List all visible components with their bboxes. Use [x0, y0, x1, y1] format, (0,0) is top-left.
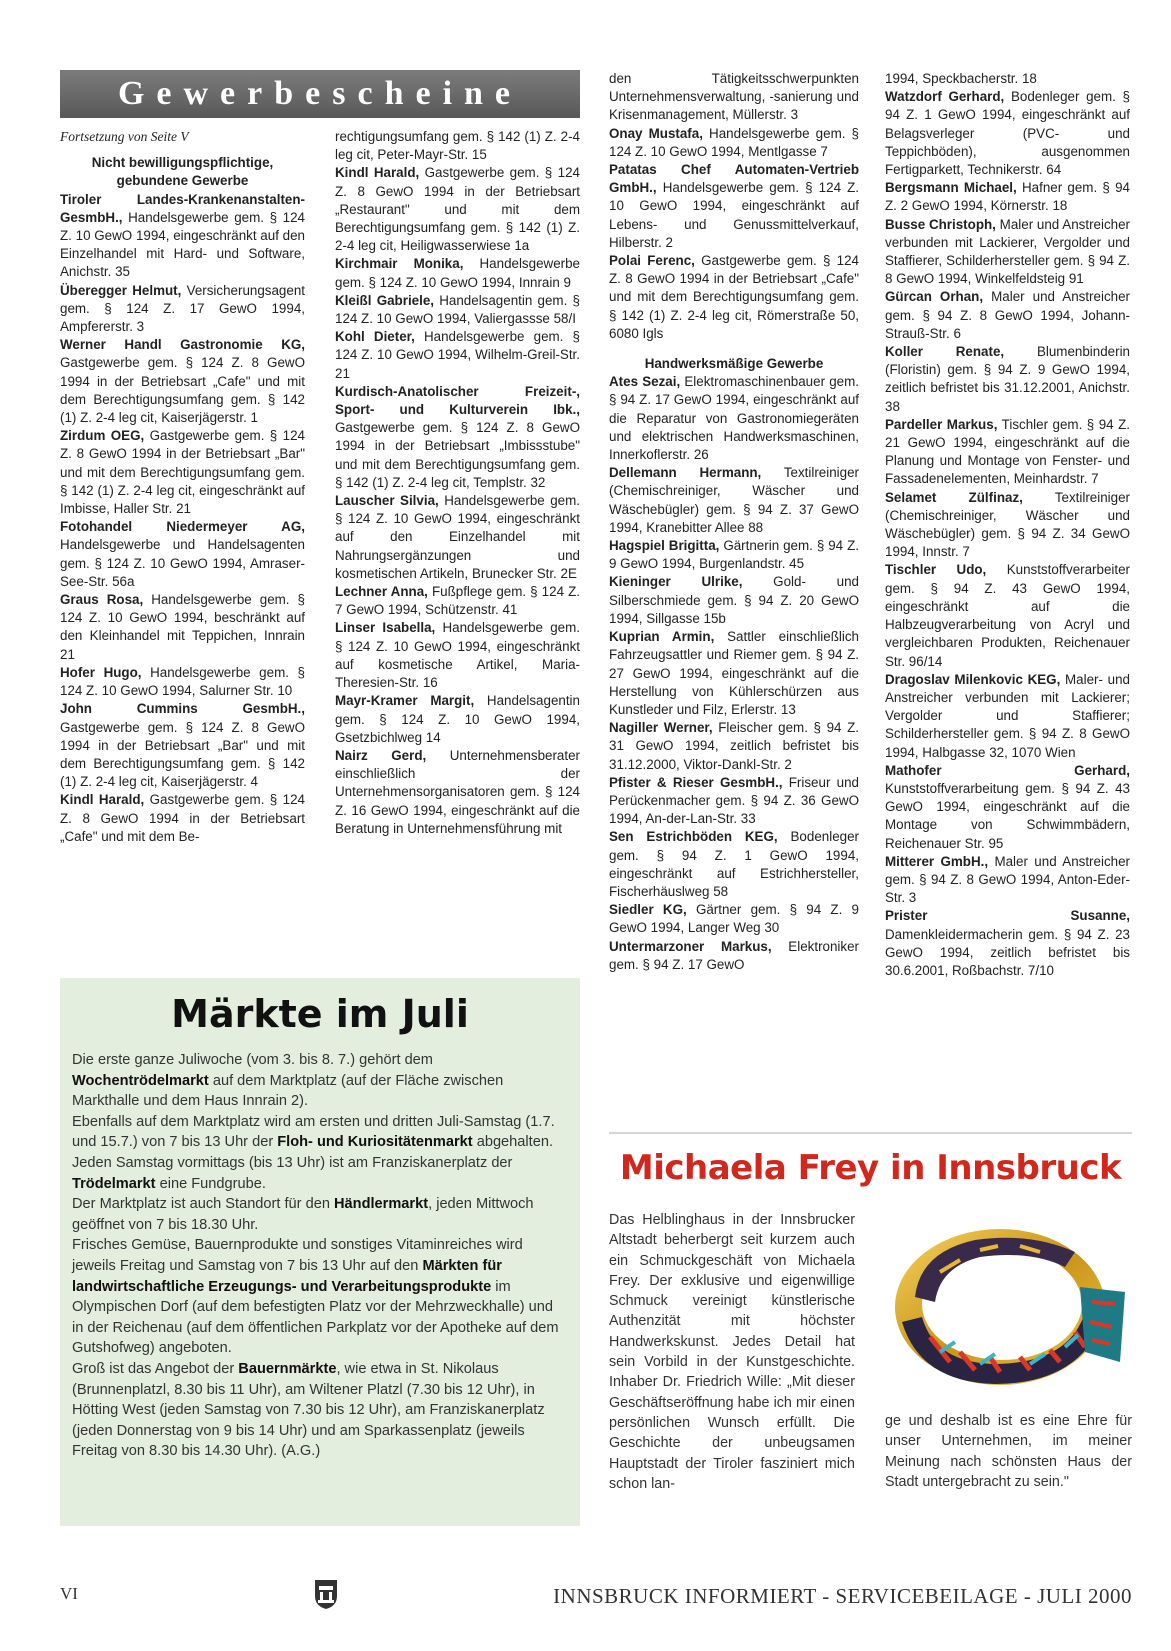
registry-entry — [609, 373, 859, 464]
maerkte-text: Groß ist das Angebot der — [72, 1360, 239, 1377]
entry-detail: Gastgewerbe gem. § 124 Z. 8 GewO 1994 in der Betriebsart „Cafe" und mit dem Berechtigungsumfang gem. § 142 (1) Z. 2-4 leg cit, Römerstraße 50, 6080 Igls — [609, 253, 859, 341]
section-heading: Handwerksmäßige Gewerbe — [644, 356, 824, 372]
entry-name: Bergsmann Michael, — [885, 180, 1017, 196]
entry-detail: Handelsgewerbe gem. § 124 Z. 10 GewO 1994, Salurner Str. 10 — [60, 664, 305, 699]
entry-name: Kleißl Gabriele, — [335, 292, 434, 308]
entry-name: Tischler Udo, — [885, 562, 987, 578]
entry-detail: Handelsgewerbe gem. § 124 Z. 10 GewO 1994, Wilhelm-Greil-Str. 21 — [335, 329, 580, 381]
maerkte-paragraph — [72, 1112, 568, 1153]
entry-name: Tiroler Landes-Krankenanstalten-GesmbH., — [60, 191, 305, 225]
entry-detail: Kunststoffverarbeitung gem. § 94 Z. 43 GewO 1994, eingeschränkt auf die Montage von Schwimmbädern, Reichenauer Str. 95 — [885, 780, 1130, 851]
maerkte-text: Frisches Gemüse, Bauernprodukte und sonstiges Vitaminreiches wird jeweils Freitag und Samstag von 7 bis 13 Uhr auf den — [72, 1237, 523, 1274]
entry-detail: Handelsagentin gem. § 124 Z. 10 GewO 1994, Gsetzbichlweg 14 — [335, 693, 580, 745]
registry-entry — [885, 853, 1130, 908]
entry-detail: Kunststoffverarbeiter gem. § 94 Z. 43 GewO 1994, eingeschränkt auf die Halbzeugverarbeitung von Acryl und vergleichbaren Produkten, Reichenauer Str. 96/14 — [885, 562, 1130, 669]
maerkte-paragraph — [72, 1153, 568, 1194]
entry-detail: Handelsagentin gem. § 124 Z. 10 GewO 1994, Valiergassse 58/I — [335, 292, 580, 327]
entry-name: Graus Rosa, — [60, 592, 144, 608]
continued-entry: 1994, Speckbacherstr. 18 — [885, 71, 1037, 86]
entry-name: Kirchmair Monika, — [335, 256, 464, 272]
continued-entry: rechtigungsumfang gem. § 142 (1) Z. 2-4 leg cit, Peter-Mayr-Str. 15 — [335, 129, 580, 163]
registry-entry — [885, 343, 1130, 416]
entry-detail: Damenkleidermacherin gem. § 94 Z. 23 GewO 1994, zeitlich befristet bis 30.6.2001, Roßbachstr. 7/10 — [885, 926, 1130, 978]
entry-name: Ates Sezai, — [609, 374, 681, 390]
maerkte-text: eine Fundgrube. — [155, 1175, 266, 1192]
registry-entry — [609, 161, 859, 252]
registry-entry — [609, 252, 859, 343]
entry-name: Koller Renate, — [885, 344, 1005, 360]
column-4 — [885, 70, 1130, 980]
entry-detail: Handelsgewerbe und Handelsagenten gem. § 124 Z. 10 GewO 1994, Amraser-See-Str. 56a — [60, 537, 305, 589]
continued-entry: den Tätigkeitsschwerpunkten Unternehmensverwaltung, -sanierung und Krisenmanagement, Müllerstr. 3 — [609, 71, 859, 123]
market-name: Bauernmärkte — [238, 1360, 337, 1377]
entry-detail: Handelsgewerbe gem. § 124 Z. 10 GewO 1994, eingeschränkt auf den Einzelhandel mit Nahrungsergänzungen und kosmetischen Artikeln, Brunecker Str. 2E — [335, 493, 580, 581]
entry-name: Patatas Chef Automaten-Vertrieb GmbH., — [609, 162, 859, 196]
registry-entry — [60, 591, 305, 664]
maerkte-paragraph — [72, 1050, 568, 1112]
registry-entry — [609, 828, 859, 901]
maerkte-paragraph — [72, 1194, 568, 1235]
entry-name: Fotohandel Niedermeyer AG, — [60, 519, 305, 535]
registry-entry — [609, 125, 859, 161]
registry-entry — [60, 664, 305, 700]
entry-detail: Maler und Anstreicher verbunden mit Lackierer, Vergolder und Staffierer, Schilderhersteller gem. § 94 Z. 8 GewO 1994, Winkelfeldsteig 91 — [885, 216, 1130, 287]
column-2 — [335, 128, 580, 838]
entry-detail: Gärtnerin gem. § 94 Z. 9 GewO 1994, Burgenlandstr. 45 — [609, 538, 859, 572]
registry-entry — [335, 619, 580, 692]
innsbruck-crest-icon — [313, 1578, 339, 1610]
entry-name: Mathofer Gerhard, — [885, 762, 1130, 778]
maerkte-paragraph — [72, 1235, 568, 1359]
footer-title: INNSBRUCK INFORMIERT - SERVICEBEILAGE - JULI 2000 — [553, 1584, 1132, 1608]
entry-name: Hagspiel Brigitta, — [609, 538, 720, 554]
entry-name: Kieninger Ulrike, — [609, 574, 743, 590]
registry-entry — [885, 288, 1130, 343]
ring-image — [880, 1212, 1135, 1402]
entry-name: Nagiller Werner, — [609, 720, 713, 736]
registry-entry — [885, 907, 1130, 980]
entry-detail: Friseur und Perückenmacher gem. § 94 Z. 36 GewO 1994, An-der-Lan-Str. 33 — [609, 774, 859, 827]
entry-name: Linser Isabella, — [335, 620, 436, 636]
entry-detail: Maler- und Anstreicher verbunden mit Lackierer; Vergolder und Staffierer; Schilderhersteller gem. § 94 Z. 8 GewO 1994, Halbgasse 32, 1070 Wien — [885, 671, 1130, 760]
frey-text-column-1: Das Helblinghaus in der Innsbrucker Altstadt beherbergt seit kurzem auch ein Schmuckgeschäft von Michaela Frey. Der exklusive und eigenwillige Schmuck vereinigt künstlerische Authenzität mit höchster Handwerkskunst. Jedes Detail hat sein Vorbild in der Kunstgeschichte. Inhaber Dr. Friedrich Wille: „Mit dieser Geschäftseröffnung habe ich mir einen persönlichen Wunsch erfüllt. Die Geschichte der unbeugsamen Hauptstadt der Tiroler fasziniert mich schon lan- — [609, 1212, 855, 1492]
entry-detail: Gold- und Silberschmiede gem. § 94 Z. 20 GewO 1994, Sillgasse 15b — [609, 574, 859, 626]
registry-entry — [609, 537, 859, 573]
maerkte-text: , wie etwa in St. Nikolaus (Brunnenplatzl, 8.30 bis 11 Uhr), am Wiltener Platzl (7.30 bis 12 Uhr), in Hötting West (jeden Samstag von 7.30 bis 12 Uhr), am Franziskanerplatz (jeden Donnerstag von 9 bis 14 Uhr) und am Sparkassenplatz (jeweils Freitag von 8.30 bis 14.30 Uhr). (A.G.) — [72, 1360, 545, 1460]
section-heading: Nicht bewilligungspflichtige, gebundene Gewerbe — [91, 155, 274, 189]
registry-entry — [885, 179, 1130, 215]
registry-entry — [60, 282, 305, 337]
market-name: Trödelmarkt — [72, 1175, 156, 1192]
registry-entry — [335, 164, 580, 255]
market-name: Märkten für landwirtschaftliche Erzeugungs- und Verarbeitungsprodukte — [72, 1257, 502, 1295]
entry-detail: Fleischer gem. § 94 Z. 31 GewO 1994, zeitlich befristet bis 31.12.2000, Viktor-Dankl-Str. 2 — [609, 720, 859, 772]
maerkte-text: Ebenfalls auf dem Marktplatz wird am ersten und dritten Juli-Samstag (1.7. und 15.7.) von 7 bis 13 Uhr der — [72, 1113, 555, 1151]
entry-detail: Gastgewerbe gem. § 124 Z. 8 GewO 1994 in der Betriebsart „Imbissstube" und mit dem Berechtigungsumfang gem. § 142 (1) Z. 2-4 leg cit, Templstr. 32 — [335, 420, 580, 490]
column-3 — [609, 70, 859, 974]
registry-entry — [885, 489, 1130, 562]
entry-detail: Handelsgewerbe gem. § 124 Z. 10 GewO 1994, beschränkt auf den Kleinhandel mit Teppichen, Innrain 21 — [60, 592, 306, 662]
market-name: Wochentrödelmarkt — [72, 1072, 209, 1089]
entry-name: Siedler KG, — [609, 902, 687, 918]
divider — [609, 1132, 1132, 1134]
entry-detail: Versicherungsagent gem. § 124 Z. 17 GewO 1994, Ampfererstr. 3 — [60, 282, 305, 335]
entry-name: Polai Ferenc, — [609, 253, 695, 269]
registry-entry — [885, 216, 1130, 289]
entry-detail: Handelsgewerbe gem. § 124 Z. 10 GewO 1994, eingeschränkt auf kosmetische Artikel, Maria-Theresien-Str. 16 — [335, 620, 580, 691]
entry-name: Gürcan Orhan, — [885, 289, 984, 305]
registry-entry — [60, 791, 305, 846]
entry-detail: Elektroniker gem. § 94 Z. 17 GewO — [609, 938, 859, 972]
frey-title: Michaela Frey in Innsbruck — [619, 1148, 1122, 1188]
entry-detail: Gastgewerbe gem. § 124 Z. 8 GewO 1994 in der Betriebsart „Bar" und mit dem Berechtigungsumfang gem. § 142 (1) Z. 2-4 leg cit, eingeschränkt auf Imbisse, Haller Str. 21 — [60, 428, 305, 517]
entry-detail: Handelsgewerbe gem. § 124 Z. 10 GewO 1994, Mentlgasse 7 — [609, 125, 860, 159]
registry-entry — [609, 901, 859, 937]
entry-detail: Textilreiniger (Chemischreiniger, Wäscher und Wäschebügler) gem. § 94 Z. 37 GewO 1994, Kranebitter Allee 88 — [609, 465, 859, 535]
entry-name: Mayr-Kramer Margit, — [335, 693, 475, 709]
entry-name: Pfister & Rieser GesmbH., — [609, 774, 783, 790]
entry-name: Zirdum OEG, — [60, 428, 145, 444]
maerkte-box — [60, 978, 580, 1526]
maerkte-text: Der Marktplatz ist auch Standort für den — [72, 1196, 334, 1213]
maerkte-paragraph — [72, 1359, 568, 1462]
entry-detail: Bodenleger gem. § 94 Z. 1 GewO 1994, eingeschränkt auf Estrichhersteller, Fischerhäuslweg 58 — [609, 829, 859, 899]
registry-entry — [335, 692, 580, 747]
entry-detail: Bodenleger gem. § 94 Z. 1 GewO 1994, eingeschränkt auf Belagsverleger (PVC- und Teppichböden), ausgenommen Fertigparkett, Technikerstr. 64 — [885, 89, 1130, 178]
registry-entry — [609, 628, 859, 719]
entry-detail: Gastgewerbe gem. § 124 Z. 8 GewO 1994 in der Betriebsart „Restaurant" und mit dem Berechtigungsumfang gem. § 142 (1) Z. 2-4 leg cit, Heiligwasserwiese 1a — [335, 165, 580, 254]
registry-entry — [335, 328, 580, 383]
registry-entry — [60, 518, 305, 591]
entry-detail: Blumenbinderin (Floristin) gem. § 94 Z. 9 GewO 1994, zeitlich befristet bis 31.12.2001, Anichstr. 38 — [885, 344, 1130, 414]
column-1 — [60, 128, 305, 846]
entry-name: Pardeller Markus, — [885, 416, 998, 432]
maerkte-text: abgehalten. — [472, 1134, 553, 1151]
entry-detail: Sattler einschließlich Fahrzeugsattler und Riemer gem. § 94 Z. 27 GewO 1994, eingeschränkt auf die Herstellung von Kühlerschürzen aus Kunstleder und Filz, Erlerstr. 13 — [609, 629, 859, 717]
maerkte-text: auf dem Marktplatz (auf der Fläche zwischen Markthalle und dem Haus Innrain 2). — [72, 1072, 504, 1110]
registry-entry — [60, 191, 305, 282]
entry-name: Kindl Harald, — [60, 792, 145, 808]
entry-name: Hofer Hugo, — [60, 664, 142, 680]
entry-name: Sen Estrichböden KEG, — [609, 829, 778, 845]
registry-entry — [885, 561, 1130, 670]
registry-entry — [609, 464, 859, 537]
registry-entry — [60, 336, 305, 427]
registry-entry — [335, 383, 580, 492]
entry-name: Onay Mustafa, — [609, 125, 703, 141]
maerkte-text: im Olympischen Dorf (auf dem befestigten Platz vor der Mehrzweckhalle) und in der Reichenau (auf dem öffentlichen Parkplatz vor der Apotheke auf dem Gutshofweg) angeboten. — [72, 1278, 559, 1357]
entry-name: John Cummins GesmbH., — [60, 701, 305, 717]
registry-entry — [60, 700, 305, 791]
entry-name: Selamet Zülfinaz, — [885, 489, 1023, 505]
maerkte-body — [72, 1050, 568, 1462]
entry-name: Prister Susanne, — [885, 908, 1130, 924]
registry-entry — [609, 774, 859, 829]
maerkte-title: Märkte im Juli — [171, 992, 469, 1036]
entry-detail: Gastgewerbe gem. § 124 Z. 8 GewO 1994 in der Betriebsart „Cafe" und mit dem Be- — [60, 792, 305, 844]
market-name: Floh- und Kuriositätenmarkt — [277, 1134, 473, 1151]
entry-detail: Unternehmensberater einschließlich der Unternehmensorganisatoren gem. § 124 Z. 16 GewO 1994, eingeschränkt auf die Beratung in Unternehmensführung mit — [335, 747, 580, 836]
entry-detail: Maler und Anstreicher gem. § 94 Z. 8 GewO 1994, Anton-Eder-Str. 3 — [885, 853, 1130, 906]
entry-detail: Fußpflege gem. § 124 Z. 7 GewO 1994, Schützenstr. 41 — [335, 584, 580, 618]
registry-entry — [60, 427, 305, 518]
registry-entry — [335, 583, 580, 619]
registry-entry — [609, 573, 859, 628]
entry-detail: Handelsgewerbe gem. § 124 Z. 10 GewO 1994, eingeschränkt auf den Einzelhandel mit Hard- und Software, Anichstr. 35 — [60, 209, 305, 280]
maerkte-text: , jeden Mittwoch geöffnet von 7 bis 18.30 Uhr. — [72, 1196, 534, 1233]
registry-entry — [335, 492, 580, 583]
entry-name: Lechner Anna, — [335, 584, 428, 600]
market-name: Händlermarkt — [334, 1196, 429, 1213]
registry-entry — [609, 938, 859, 974]
entry-name: Lauscher Silvia, — [335, 493, 439, 509]
registry-entry — [885, 416, 1130, 489]
section-banner: Gewerbescheine — [60, 70, 580, 118]
entry-name: Werner Handl Gastronomie KG, — [60, 337, 305, 353]
entry-detail: Gastgewerbe gem. § 124 Z. 8 GewO 1994 in der Betriebsart „Cafe" und mit dem Berechtigungsumfang gem. § 142 (1) Z. 2-4 leg cit, Kaiserjägerstr. 1 — [60, 355, 305, 426]
entry-detail: Tischler gem. § 94 Z. 21 GewO 1994, eingeschränkt auf die Planung und Montage von Fenster- und Fassadenelementen, Meinhardstr. 7 — [885, 416, 1130, 487]
entry-detail: Elektromaschinenbauer gem. § 94 Z. 17 GewO 1994, eingeschränkt auf die Reparatur von Gastronomiegeräten und elektrischen Handwerksmaschinen, Innerkoflerstr. 26 — [609, 374, 859, 463]
entry-name: Überegger Helmut, — [60, 282, 182, 298]
entry-name: Kurdisch-Anatolischer Freizeit-, Sport- und Kulturverein Ibk., — [335, 383, 580, 418]
entry-name: Mitterer GmbH., — [885, 853, 989, 869]
registry-entry — [885, 671, 1130, 762]
entry-detail: Maler und Anstreicher gem. § 94 Z. 8 GewO 1994, Johann-Strauß-Str. 6 — [885, 289, 1130, 341]
frey-text-column-2: ge und deshalb ist es eine Ehre für unser Unternehmen, im meiner Meinung nach schönsten Haus der Stadt untergebracht zu sein." — [885, 1413, 1132, 1490]
entry-name: Dragoslav Milenkovic KEG, — [885, 671, 1061, 687]
footer — [60, 1584, 1132, 1614]
registry-entry — [609, 719, 859, 774]
entry-name: Watzdorf Gerhard, — [885, 89, 1005, 105]
entry-detail: Textilreiniger (Chemischreiniger, Wäscher und Wäschebügler) gem. § 94 Z. 34 GewO 1994, Innstr. 7 — [885, 489, 1130, 560]
registry-entry — [885, 762, 1130, 853]
page-number: VI — [60, 1584, 78, 1603]
entry-name: Dellemann Hermann, — [609, 465, 762, 481]
maerkte-text: Die erste ganze Juliwoche (vom 3. bis 8. 7.) gehört dem — [72, 1052, 433, 1068]
registry-entry — [885, 88, 1130, 179]
entry-name: Nairz Gerd, — [335, 747, 427, 763]
entry-name: Kindl Harald, — [335, 165, 420, 181]
entry-detail: Handelsgewerbe gem. § 124 Z. 10 GewO 1994, Innrain 9 — [335, 256, 580, 290]
entry-name: Kohl Dieter, — [335, 329, 415, 345]
entry-name: Kuprian Armin, — [609, 629, 715, 645]
entry-detail: Gärtner gem. § 94 Z. 9 GewO 1994, Langer Weg 30 — [609, 902, 859, 936]
entry-name: Untermarzoner Markus, — [609, 938, 772, 954]
entry-detail: Hafner gem. § 94 Z. 2 GewO 1994, Körnerstr. 18 — [885, 180, 1130, 214]
registry-entry — [335, 747, 580, 838]
entry-detail: Handelsgewerbe gem. § 124 Z. 10 GewO 1994, eingeschränkt auf Lebens- und Genussmittelverkauf, Hilberstr. 2 — [609, 180, 859, 250]
entry-name: Busse Christoph, — [885, 216, 996, 232]
registry-entry — [335, 292, 580, 328]
ring-photo — [880, 1212, 1135, 1402]
continued-note: Fortsetzung von Seite V — [60, 129, 189, 144]
maerkte-text: Jeden Samstag vormittags (bis 13 Uhr) ist am Franziskanerplatz der — [72, 1154, 513, 1171]
entry-detail: Gastgewerbe gem. § 124 Z. 8 GewO 1994 in der Betriebsart „Bar" und mit dem Berechtigungsumfang gem. § 142 (1) Z. 2-4 leg cit, Kaiserjägerstr. 4 — [60, 719, 305, 790]
registry-entry — [335, 255, 580, 291]
